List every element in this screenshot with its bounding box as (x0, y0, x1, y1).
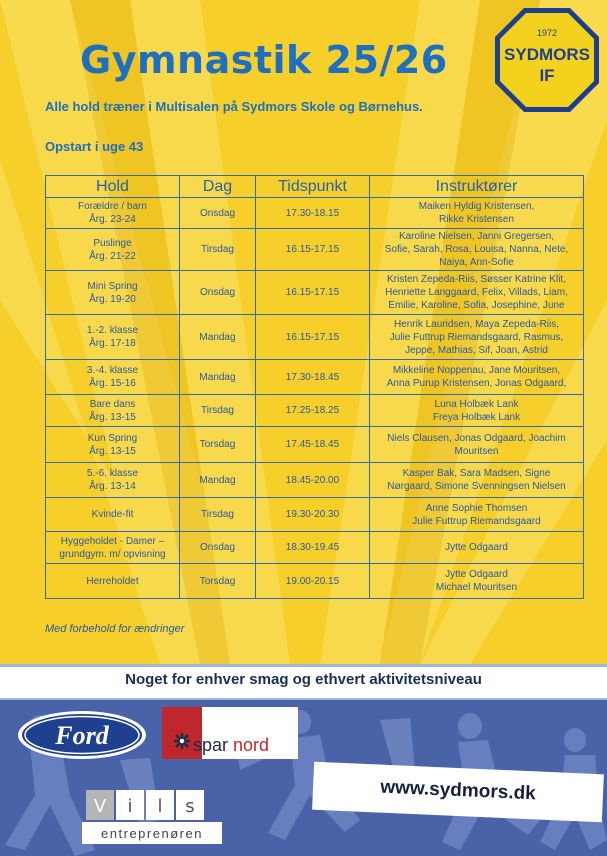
cell-instruktorer-line: Michael Mouritsen (435, 582, 518, 593)
logo-name: SYDMORS (504, 45, 590, 64)
cell-tidspunkt: 17.25-18.25 (256, 395, 370, 427)
cell-dag: Onsdag (180, 271, 256, 315)
cell-instruktorer-line: Mouritsen (454, 445, 499, 457)
cell-hold-line: Årg. 13-15 (89, 411, 136, 423)
club-logo (492, 5, 602, 115)
cell-hold-line: Årg. 19-20 (89, 293, 136, 305)
spar-nord-text (193, 735, 269, 756)
cell-hold (46, 198, 180, 229)
cell-dag: Mandag (180, 463, 256, 498)
cell-hold (46, 315, 180, 360)
table-row (46, 395, 584, 427)
cell-instruktorer-line: Mikkeline Noppenau, Jane Mouritsen, (392, 365, 561, 376)
cell-hold-line: 1.-2. klasse (86, 325, 139, 336)
cell-tidspunkt: 16.15-17.15 (256, 271, 370, 315)
spar-prefix: spar (193, 735, 234, 755)
cell-hold (46, 395, 180, 427)
cell-instruktorer-line: Kristen Zepeda-Riis, Søsser Katrine Klit, (387, 274, 566, 285)
cell-instruktorer (370, 498, 584, 532)
cell-tidspunkt: 18.30-19.45 (256, 532, 370, 564)
table-row (46, 229, 584, 271)
cell-instruktorer-line: Jeppe, Mathias, Sif, Joan, Astrid (405, 344, 548, 356)
cell-hold (46, 427, 180, 463)
page-title: Gymnastik 25/26 (80, 38, 448, 82)
cell-hold (46, 532, 180, 564)
cell-tidspunkt: 16.15-17.15 (256, 229, 370, 271)
cell-dag: Tirsdag (180, 498, 256, 532)
cell-instruktorer (370, 229, 584, 271)
cell-hold-line: grundgym. m/ opvisning (59, 548, 166, 560)
cell-dag: Tirsdag (180, 229, 256, 271)
table-row (46, 198, 584, 229)
vils-letter-2: i (127, 796, 133, 817)
table-row (46, 463, 584, 498)
logo-year: 1972 (536, 28, 558, 38)
cell-instruktorer-line: Jytte Odgaard (445, 569, 508, 580)
cell-hold (46, 360, 180, 395)
cell-instruktorer (370, 532, 584, 564)
cell-instruktorer (370, 395, 584, 427)
cell-dag: Onsdag (180, 198, 256, 229)
cell-hold-line: Bare dans (89, 398, 136, 410)
cell-instruktorer-line: Rikke Kristensen (438, 214, 515, 225)
table-row (46, 315, 584, 360)
cell-hold-line: Årg. 21-22 (89, 250, 136, 262)
table-row (46, 271, 584, 315)
spar-suffix: nord (233, 735, 270, 755)
table-row (46, 564, 584, 599)
cell-tidspunkt: 16.15-17.15 (256, 315, 370, 360)
cell-instruktorer-line: Luna Holbæk Lank (434, 398, 519, 410)
cell-hold-line: Hyggeholdet - Damer – (60, 535, 165, 547)
cell-hold-line: Årg. 17-18 (89, 338, 136, 349)
vils-letter-1: V (93, 796, 107, 817)
cell-dag: Torsdag (180, 427, 256, 463)
cell-hold-line: Kvinde-fit (91, 509, 134, 520)
cell-instruktorer-line: Anna Purup Kristensen, Jonas Odgaard, (386, 378, 567, 389)
table-row (46, 498, 584, 532)
cell-tidspunkt: 17.30-18.15 (256, 198, 370, 229)
cell-tidspunkt: 19.30-20.30 (256, 498, 370, 532)
cell-dag: Torsdag (180, 564, 256, 599)
cell-hold-line: Årg. 13-14 (89, 481, 136, 492)
ford-logo (16, 709, 148, 761)
schedule-table (45, 175, 584, 599)
cell-instruktorer-line: Kasper Bak, Sara Madsen, Signe (402, 468, 551, 479)
cell-instruktorer-line: Anne Sophie Thomsen (425, 502, 528, 514)
cell-instruktorer (370, 427, 584, 463)
cell-hold (46, 271, 180, 315)
tagline: Noget for enhver smag og ethvert aktivitetsniveau (125, 671, 482, 688)
table-row (46, 427, 584, 463)
cell-hold-line: Årg. 23-24 (89, 214, 136, 225)
cell-hold-line: Kun Spring (87, 432, 138, 444)
cell-instruktorer (370, 271, 584, 315)
cell-hold-line: Herreholdet (86, 575, 139, 587)
cell-instruktorer-line: Naiya, Ann-Sofie (439, 257, 514, 268)
vils-letter-4: s (185, 796, 195, 817)
cell-instruktorer-line: Niels Clausen, Jonas Odgaard, Joachim (387, 432, 566, 444)
table-row (46, 360, 584, 395)
cell-instruktorer-line: Maiken Hyldig Kristensen, (418, 201, 535, 212)
cell-instruktorer (370, 463, 584, 498)
cell-hold-line: 5.-6. klasse (86, 468, 139, 479)
vils-tagline: entreprenøren (101, 826, 203, 841)
cell-tidspunkt: 18.45-20.00 (256, 463, 370, 498)
cell-instruktorer-line: Henrik Lauridsen, Maya Zepeda-Riis, (393, 318, 560, 330)
cell-dag: Onsdag (180, 532, 256, 564)
cell-tidspunkt: 17.30-18.45 (256, 360, 370, 395)
header-instruktorer: Instruktører (370, 176, 584, 198)
cell-instruktorer-line: Henriette Langgaard, Felix, Villads, Liam, (385, 287, 568, 298)
cell-tidspunkt: 17.45-18.45 (256, 427, 370, 463)
cell-hold-line: Årg. 15-16 (89, 378, 136, 389)
cell-hold (46, 498, 180, 532)
cell-hold-line: 3.-4. klasse (86, 365, 139, 376)
cell-instruktorer (370, 360, 584, 395)
header-dag: Dag (180, 176, 256, 198)
cell-instruktorer (370, 198, 584, 229)
start-week: Opstart i uge 43 (45, 139, 144, 154)
cell-hold-line: Årg. 13-15 (89, 445, 136, 457)
schedule-body (46, 198, 584, 599)
table-header-row (46, 176, 584, 198)
cell-instruktorer (370, 564, 584, 599)
vils-letter-3: l (157, 796, 163, 817)
disclaimer-note: Med forbehold for ændringer (45, 623, 185, 635)
cell-tidspunkt: 19.00-20.15 (256, 564, 370, 599)
cell-hold (46, 229, 180, 271)
logo-if: IF (539, 66, 555, 85)
cell-dag: Mandag (180, 360, 256, 395)
cell-hold (46, 463, 180, 498)
ford-text: Ford (55, 721, 109, 750)
cell-instruktorer-line: Julie Futtrup Riemandsgaard (412, 515, 541, 527)
cell-dag: Mandag (180, 315, 256, 360)
subtitle: Alle hold træner i Multisalen på Sydmors Skole og Børnehus. (45, 99, 423, 114)
cell-hold-line: Forældre / barn (78, 201, 147, 212)
cell-instruktorer-line: Freya Holbæk Lank (432, 411, 521, 423)
cell-instruktorer-line: Karoline Nielsen, Janni Gregersen, (398, 231, 555, 242)
cell-instruktorer-line: Nørgaard, Simone Svenningsen Nielsen (387, 481, 566, 492)
cell-instruktorer-line: Emilie, Karoline, Sofia, Josephine, June (388, 300, 565, 311)
table-row (46, 532, 584, 564)
cell-instruktorer-line: Jytte Odgaard (445, 542, 508, 553)
cell-instruktorer (370, 315, 584, 360)
cell-hold-line: Puslinge (93, 237, 132, 249)
cell-hold (46, 564, 180, 599)
header-tidspunkt: Tidspunkt (256, 176, 370, 198)
header-hold: Hold (46, 176, 180, 198)
cell-hold-line: Mini Spring (87, 280, 138, 292)
cell-instruktorer-line: Julie Futtrup Riemandsgaard, Rasmus, (389, 331, 564, 343)
website-link[interactable]: www.sydmors.dk (379, 776, 537, 805)
cell-instruktorer-line: Sofie, Sarah, Rosa, Louisa, Nanna, Nete, (384, 244, 569, 255)
cell-dag: Tirsdag (180, 395, 256, 427)
